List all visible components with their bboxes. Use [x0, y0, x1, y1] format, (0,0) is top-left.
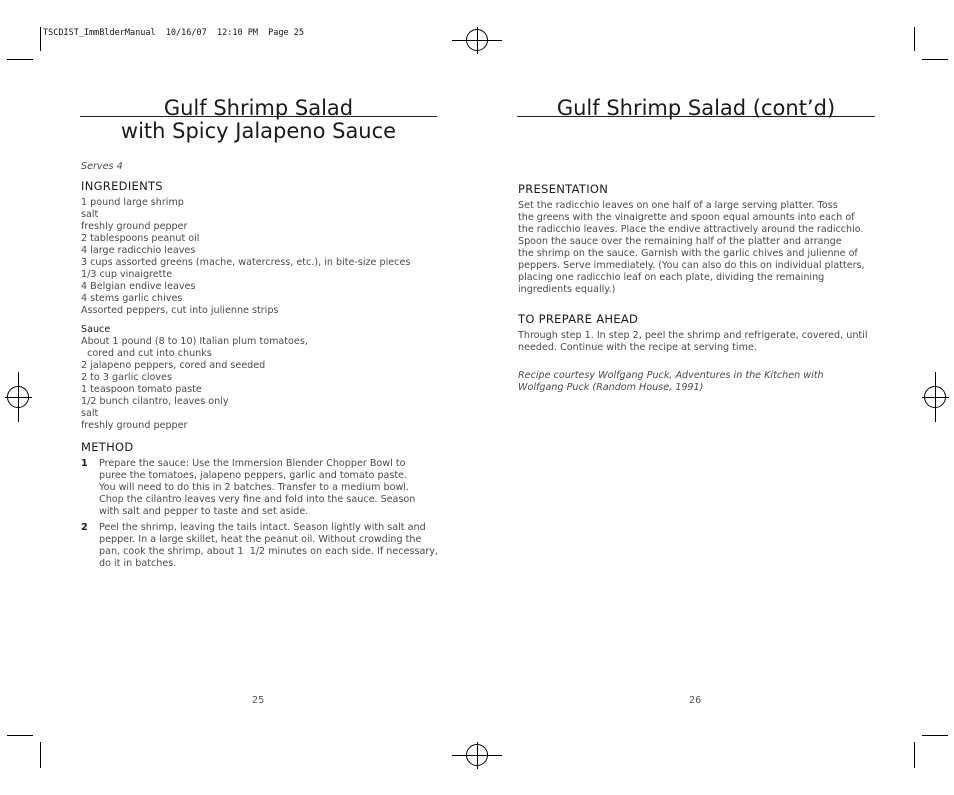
recipe-title-line1: Gulf Shrimp Salad: [163, 96, 354, 120]
sauce-item: About 1 pound (8 to 10) Italian plum tomatoes,: [81, 336, 308, 347]
method-step: [81, 522, 441, 570]
presentation-heading: PRESENTATION: [518, 182, 609, 196]
ingredient-item: 4 stems garlic chives: [81, 293, 183, 304]
sauce-item: 1/2 bunch cilantro, leaves only: [81, 396, 229, 407]
ingredient-item: Assorted peppers, cut into julienne strips: [81, 305, 279, 316]
sauce-item: salt: [81, 408, 99, 419]
serves-note: Serves 4: [81, 161, 123, 172]
page-number: 26: [689, 695, 702, 706]
sauce-item: 2 to 3 garlic cloves: [81, 372, 172, 383]
sauce-item: cored and cut into chunks: [81, 348, 212, 359]
crop-mark: [7, 59, 33, 60]
sauce-list: [81, 336, 308, 432]
method-heading: METHOD: [81, 440, 134, 454]
crop-mark: [922, 735, 948, 736]
ingredient-item: salt: [81, 209, 99, 220]
sauce-heading: Sauce: [81, 324, 111, 335]
step-number: 1: [81, 458, 88, 469]
crop-mark: [7, 735, 33, 736]
crop-mark: [922, 59, 948, 60]
method-step: [81, 458, 441, 518]
ingredient-item: 4 Belgian endive leaves: [81, 281, 196, 292]
sauce-item: 2 jalapeno peppers, cored and seeded: [81, 360, 266, 371]
prepare-ahead-heading: TO PREPARE AHEAD: [518, 312, 639, 326]
ingredient-item: freshly ground pepper: [81, 221, 188, 232]
presentation-text: Set the radicchio leaves on one half of a large serving platter. Toss the greens with the vinaigrette and spoon equal amounts into each of the radicchio leaves. Place the endive attractively around the radicchio. Spoon the sauce over the remaining half of the platter and arrange the shrimp on the sauce. Garnish with the garlic chives and julienne of peppers. Serve immediately. (You can also do this on individual platters, placing one radicchio leaf on each plate, dividing the remaining ingredients equally.): [518, 200, 865, 295]
crop-mark: [40, 742, 41, 768]
ingredient-item: 4 large radicchio leaves: [81, 245, 196, 256]
sauce-item: freshly ground pepper: [81, 420, 188, 431]
page-number: 25: [252, 695, 265, 706]
sauce-item: 1 teaspoon tomato paste: [81, 384, 202, 395]
ingredients-heading: INGREDIENTS: [81, 179, 163, 193]
ingredients-list: [81, 197, 410, 317]
ingredient-item: 1/3 cup vinaigrette: [81, 269, 173, 280]
printer-slug: TSCDIST_ImmBlderManual 10/16/07 12:10 PM Page 25: [43, 28, 304, 38]
crop-mark: [914, 27, 915, 51]
recipe-title: Gulf Shrimp Salad (cont’d): [556, 96, 836, 120]
ingredient-item: 2 tablespoons peanut oil: [81, 233, 200, 244]
ingredient-item: 1 pound large shrimp: [81, 197, 184, 208]
step-text: Prepare the sauce: Use the Immersion Blender Chopper Bowl to puree the tomatoes, jalapeno peppers, garlic and tomato paste. You will need to do this in 2 batches. Transfer to a medium bowl. Chop the cilantro leaves very fine and fold into the sauce. Season with salt and pepper to taste and set aside.: [99, 458, 416, 517]
recipe-title-line2: with Spicy Jalapeno Sauce: [120, 119, 397, 143]
prepare-ahead-text: Through step 1. In step 2, peel the shrimp and refrigerate, covered, until needed. Continue with the recipe at serving time.: [518, 330, 868, 353]
recipe-credit: Recipe courtesy Wolfgang Puck, Adventures in the Kitchen with Wolfgang Puck (Random House, 1991): [518, 370, 824, 393]
step-text: Peel the shrimp, leaving the tails intact. Season lightly with salt and pepper. In a large skillet, heat the peanut oil. Without crowding the pan, cook the shrimp, about 1 1/2 minutes on each side. If necessary, do it in batches.: [99, 522, 438, 569]
crop-mark: [40, 27, 41, 51]
crop-mark: [914, 742, 915, 768]
step-number: 2: [81, 522, 88, 533]
ingredient-item: 3 cups assorted greens (mache, watercress, etc.), in bite-size pieces: [81, 257, 411, 268]
